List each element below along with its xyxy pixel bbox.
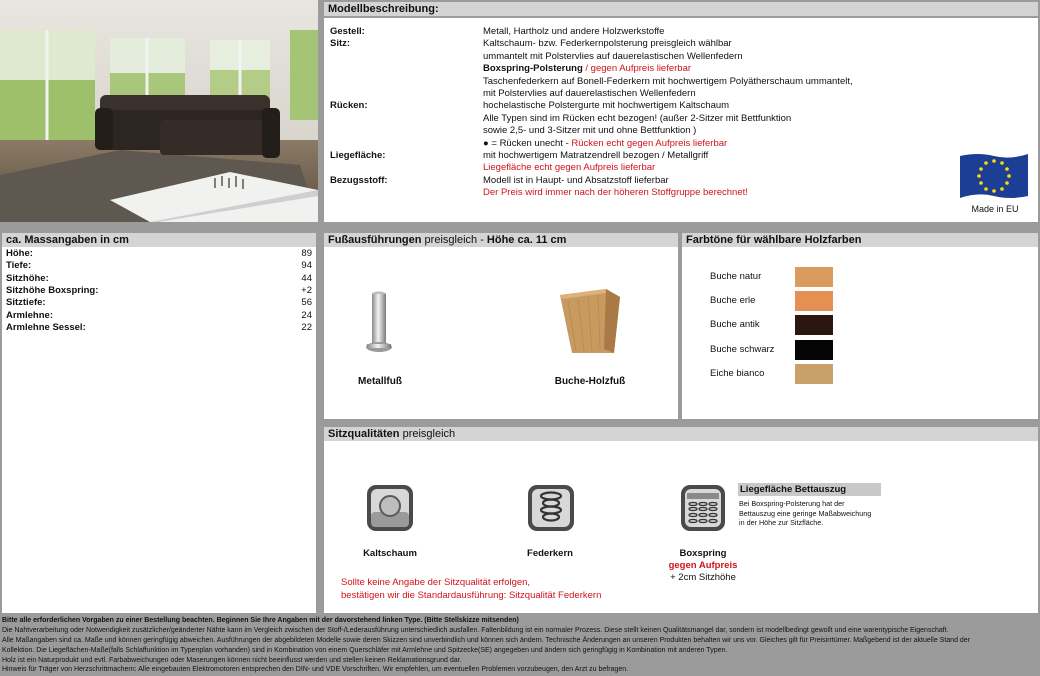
footer-line: Die Nahtverarbeitung oder Notwendigkeit zusätzlicher/geänderter Nähte kann im Vergleich zwischen der Stoff-/Lederausführung unterschiedlich ausfallen. Faltenbildung ist ein normaler Prozess. Diese stellt keinen Qualitätsmangel dar, sondern ist modellbedingt gewollt und eine warentypische Eigenschaft. bbox=[2, 627, 949, 634]
mass-label: Sitzhöhe Boxspring: bbox=[6, 284, 99, 296]
footer-line: Holz ist ein Naturprodukt und evtl. Farbabweichungen oder Maserungen können nicht beeinflusst werden und stellen keinen Reklamationsgrund dar. bbox=[2, 657, 462, 664]
description-value bbox=[483, 51, 743, 63]
mass-value: 89 bbox=[301, 248, 312, 259]
mass-value: 56 bbox=[301, 297, 312, 309]
wood-color-label: Buche schwarz bbox=[710, 343, 775, 355]
masses-header: ca. Massangaben in cm bbox=[2, 233, 316, 247]
wood-color-swatch bbox=[795, 291, 833, 311]
description-value bbox=[483, 113, 791, 125]
description-bold-text: Boxspring-Polsterung bbox=[483, 63, 583, 75]
footer-line: Alle Maßangaben sind ca. Maße und können geringfügig abweichen. Ausführungen der abgebildeten Modelle sowie deren Skizzen sind unverbindlich und können sich ändern. Technische Änderungen an unseren Produkten behalten wir uns vor. Gleiches gilt für Preisirrtümer. Maßgebend ist der aktuelle Stand der bbox=[2, 637, 971, 644]
description-red-text: Rücken echt gegen Aufpreis lieferbar bbox=[568, 137, 728, 149]
description-red-text: Liegefläche echt gegen Aufpreis lieferbar bbox=[483, 162, 656, 174]
feet-header: Fußausführungen preisgleich - Höhe ca. 11 cm bbox=[324, 233, 678, 247]
description-text: mit hochwertigem Matratzendrell bezogen / Metallgriff bbox=[483, 150, 709, 161]
description-red-text: / gegen Aufpreis lieferbar bbox=[582, 63, 692, 75]
description-label: Gestell: bbox=[330, 26, 365, 37]
description-value bbox=[483, 88, 696, 100]
mass-value: 22 bbox=[301, 321, 312, 333]
description-value bbox=[483, 100, 729, 112]
mass-value: 94 bbox=[301, 260, 312, 272]
boxspring-surcharge: gegen Aufpreis bbox=[668, 560, 738, 571]
eu-flag-icon bbox=[958, 152, 1030, 202]
metal-foot-label: Metallfuß bbox=[358, 376, 402, 387]
mass-row bbox=[6, 248, 312, 260]
description-text: sowie 2,5- und 3-Sitzer mit und ohne Bettfunktion ) bbox=[483, 125, 697, 137]
mass-label: Höhe: bbox=[6, 248, 33, 259]
boxspring-icon bbox=[680, 484, 726, 532]
mass-value: 44 bbox=[301, 272, 312, 284]
bett-title: Liegefläche Bettauszug bbox=[738, 483, 881, 496]
bett-note bbox=[739, 499, 871, 528]
wood-color-label: Buche natur bbox=[710, 271, 762, 282]
footer-order-note: Bitte alle erforderlichen Vorgaben zu einer Bestellung beachten. Beginnen Sie Ihre Angaben mit der davorstehend linken Type. (Bitte Stellskizze mitsenden) bbox=[2, 617, 519, 624]
mass-value: +2 bbox=[301, 284, 312, 296]
metal-foot-icon bbox=[364, 290, 394, 360]
description-label: Rücken: bbox=[330, 100, 368, 112]
mass-label: Armlehne: bbox=[6, 309, 53, 321]
bett-note-line: Bettauszug eine geringe Maßabweichung bbox=[739, 508, 872, 518]
mass-label: Armlehne Sessel: bbox=[6, 321, 86, 333]
description-text: Taschenfederkern auf Bonell-Federkern mit hochwertigem Polyätherschaum ummantelt, bbox=[483, 75, 853, 87]
description-text: ummantelt mit Polstervlies auf dauerelastischen Wellenfedern bbox=[483, 50, 743, 62]
description-value bbox=[483, 175, 669, 187]
description-text: mit Polstervlies auf dauerelastischen Wellenfedern bbox=[483, 88, 696, 99]
mass-label: Tiefe: bbox=[6, 260, 32, 272]
mass-row bbox=[6, 285, 312, 297]
wood-color-swatch bbox=[795, 315, 833, 335]
description-value bbox=[483, 76, 853, 88]
description-label: Liegefläche: bbox=[330, 150, 386, 161]
description-value bbox=[483, 187, 748, 199]
mass-value: 24 bbox=[301, 309, 312, 321]
description-header: Modellbeschreibung: bbox=[324, 2, 1038, 16]
bett-note-line: in der Höhe zur Sitzfläche. bbox=[739, 518, 824, 528]
mass-row bbox=[6, 322, 312, 334]
wood-color-label: Buche antik bbox=[710, 319, 760, 331]
spring-core-icon bbox=[527, 484, 575, 532]
cold-foam-icon bbox=[366, 484, 414, 532]
wood-color-swatch bbox=[795, 364, 833, 384]
description-red-text: Der Preis wird immer nach der höheren Stoffgruppe berechnet! bbox=[483, 187, 748, 199]
wood-color-label: Eiche bianco bbox=[710, 367, 765, 379]
description-text: ● = Rücken unecht - bbox=[483, 137, 569, 149]
product-photo bbox=[0, 0, 318, 222]
wood-color-label: Buche erle bbox=[710, 295, 756, 307]
description-value bbox=[483, 125, 696, 137]
seat-note-line: bestätigen wir die Standardausführung: Sitzqualität Federkern bbox=[341, 589, 602, 601]
sofa-room-image bbox=[0, 0, 318, 222]
description-text: Metall, Hartholz und andere Holzwerkstoffe bbox=[483, 26, 665, 37]
footer-line: Hinweis für Träger von Herzschrittmachern: Alle eingebauten Elektromotoren entsprechen den DIN- und VDE Vorschriften. Wir empfehlen, um eventuellen Problemen vorzubeugen, den Arzt zu befragen. bbox=[2, 666, 629, 673]
boxspring-extra-height: + 2cm Sitzhöhe bbox=[670, 572, 736, 583]
mass-label: Sitztiefe: bbox=[6, 297, 46, 309]
bett-note-line: Bei Boxspring-Polsterung hat der bbox=[739, 499, 845, 508]
description-value bbox=[483, 38, 732, 50]
description-value bbox=[483, 150, 708, 162]
wood-color-swatch bbox=[795, 267, 833, 287]
description-value bbox=[483, 63, 691, 75]
seat-note-line: Sollte keine Angabe der Sitzqualität erfolgen, bbox=[341, 577, 531, 588]
description-text: Alle Typen sind im Rücken echt bezogen! (außer 2-Sitzer mit Bettfunktion bbox=[483, 112, 792, 124]
mass-label: Sitzhöhe: bbox=[6, 272, 49, 284]
description-value bbox=[483, 162, 655, 174]
colors-header: Farbtöne für wählbare Holzfarben bbox=[682, 233, 1038, 247]
cold-foam-label: Kaltschaum bbox=[363, 548, 417, 559]
description-value bbox=[483, 138, 727, 150]
spring-core-label: Federkern bbox=[527, 548, 573, 559]
description-text: hochelastische Polstergurte mit hochwertigem Kaltschaum bbox=[483, 100, 730, 112]
mass-row bbox=[6, 273, 312, 285]
description-text: Modell ist in Haupt- und Absatzstoff lieferbar bbox=[483, 174, 669, 186]
seat-header: Sitzqualitäten preisgleich bbox=[324, 427, 1038, 441]
description-text: Kaltschaum- bzw. Federkernpolsterung preisgleich wählbar bbox=[483, 38, 732, 50]
description-label: Sitz: bbox=[330, 38, 351, 50]
mass-row bbox=[6, 260, 312, 272]
footer-line: Kollektion. Die Liegeflächen-Maße(falls Schlaffunktion im Typenplan vorhanden) sind in Kombination von einem Querschläfer mit Armlehne und Spitzecke(SE) angegeben und ändern sich geringfügig in Kombination mit anderen Typen. bbox=[2, 647, 728, 654]
mass-row bbox=[6, 310, 312, 322]
made-in-eu-label: Made in EU bbox=[971, 204, 1019, 214]
description-value bbox=[483, 26, 664, 38]
seat-default-note bbox=[341, 577, 601, 602]
wood-color-swatch bbox=[795, 340, 833, 360]
wood-foot-icon bbox=[554, 287, 626, 357]
mass-row bbox=[6, 297, 312, 309]
wood-foot-label: Buche-Holzfuß bbox=[554, 376, 626, 387]
boxspring-label: Boxspring bbox=[679, 548, 727, 559]
description-label: Bezugsstoff: bbox=[330, 174, 388, 186]
